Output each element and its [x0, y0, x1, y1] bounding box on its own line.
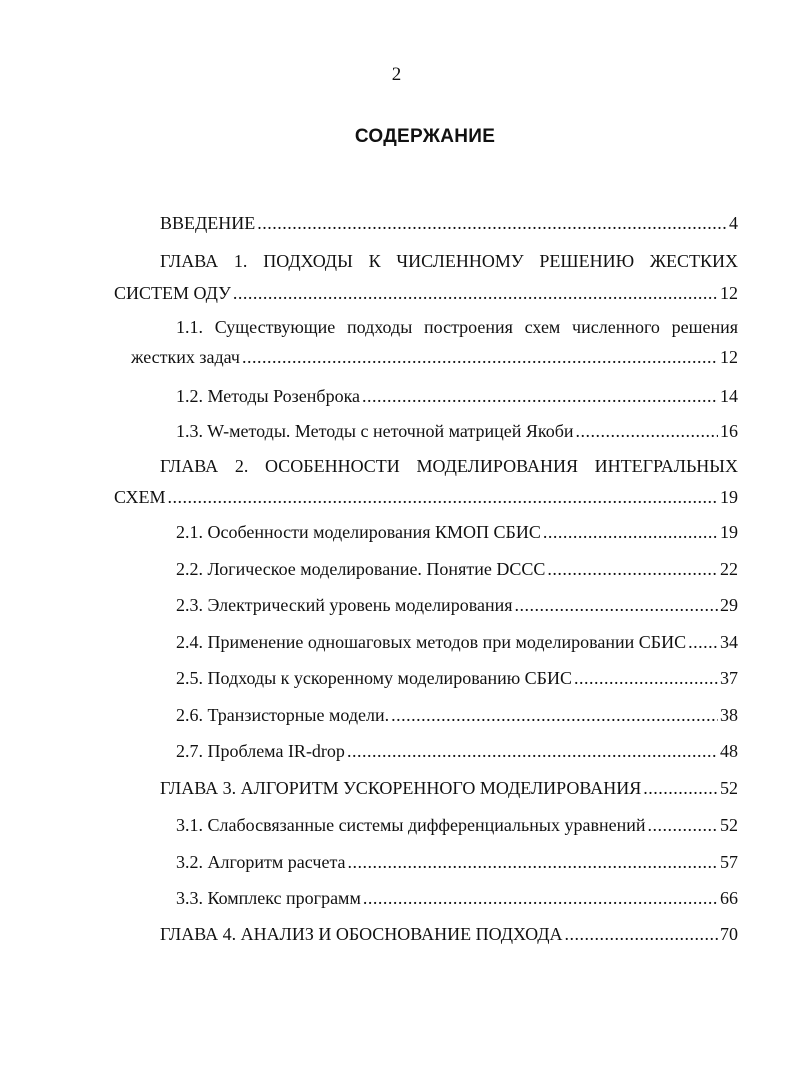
toc-entry-page: 48: [720, 741, 738, 761]
toc-entry-page: 66: [720, 888, 738, 908]
toc-entry-3-1[interactable]: [176, 814, 738, 836]
toc-entry-title: жестких задач: [131, 347, 240, 367]
toc-entry-page: 52: [720, 815, 738, 835]
toc-entry-2-6[interactable]: [176, 704, 738, 726]
toc-entry-page: 14: [720, 386, 738, 406]
toc-entry-title: ВВЕДЕНИЕ: [160, 213, 256, 233]
toc-entry-3-2[interactable]: [176, 851, 738, 873]
toc-entry-ch2[interactable]: [114, 486, 738, 508]
toc-entry-1-3[interactable]: [176, 420, 738, 442]
toc-entry-title: 1.2. Методы Розенброка: [176, 386, 361, 406]
dot-leader: [643, 777, 718, 799]
dot-leader: [233, 282, 718, 304]
dot-leader: [348, 851, 718, 873]
toc-entry-1-1-line1[interactable]: 1.1. Существующие подходы построения схем численного решения: [176, 317, 738, 337]
dot-leader: [168, 486, 718, 508]
dot-leader: [565, 923, 719, 945]
dot-leader: [574, 667, 718, 689]
toc-entry-ch3[interactable]: [160, 777, 738, 799]
toc-entry-title: 2.6. Транзисторные модели.: [176, 705, 390, 725]
toc-entry-page: 38: [720, 705, 738, 725]
toc-entry-title: 3.2. Алгоритм расчета: [176, 852, 346, 872]
toc-entry-ch1[interactable]: [114, 282, 738, 304]
toc-entry-page: 29: [720, 595, 738, 615]
toc-entry-title: 2.3. Электрический уровень моделирования: [176, 595, 513, 615]
dot-leader: [362, 385, 718, 407]
toc-entry-title: 2.2. Логическое моделирование. Понятие DCCC: [176, 559, 546, 579]
toc-entry-page: 70: [720, 924, 738, 944]
dot-leader: [547, 558, 718, 580]
toc-entry-page: 12: [720, 283, 738, 303]
toc-entry-title: 3.1. Слабосвязанные системы дифференциальных уравнений: [176, 815, 646, 835]
toc-entry-2-1[interactable]: [176, 521, 738, 543]
dot-leader: [576, 420, 718, 442]
toc-entry-title: СХЕМ: [114, 487, 166, 507]
toc-entry-page: 16: [720, 421, 738, 441]
dot-leader: [257, 212, 727, 234]
toc-entry-title: 2.5. Подходы к ускоренному моделированию СБИС: [176, 668, 572, 688]
dot-leader: [363, 887, 718, 909]
dot-leader: [688, 631, 718, 653]
toc-entry-3-3[interactable]: [176, 887, 738, 909]
toc-entry-title: ГЛАВА 4. АНАЛИЗ И ОБОСНОВАНИЕ ПОДХОДА: [160, 924, 563, 944]
toc-entry-1-1[interactable]: [131, 346, 738, 368]
toc-entry-2-2[interactable]: [176, 558, 738, 580]
dot-leader: [242, 346, 718, 368]
toc-entry-page: 52: [720, 778, 738, 798]
toc-entry-page: 22: [720, 559, 738, 579]
toc-entry-2-3[interactable]: [176, 594, 738, 616]
dot-leader: [515, 594, 719, 616]
toc-entry-ch2-line1[interactable]: ГЛАВА 2. ОСОБЕННОСТИ МОДЕЛИРОВАНИЯ ИНТЕГРАЛЬНЫХ: [160, 456, 738, 476]
toc-entry-title: ГЛАВА 3. АЛГОРИТМ УСКОРЕННОГО МОДЕЛИРОВАНИЯ: [160, 778, 642, 798]
toc-entry-title: 2.7. Проблема IR-drop: [176, 741, 345, 761]
toc-entry-page: 37: [720, 668, 738, 688]
toc-entry-1-2[interactable]: [176, 385, 738, 407]
toc-entry-page: 19: [720, 522, 738, 542]
dot-leader: [543, 521, 718, 543]
toc-entry-title: 2.1. Особенности моделирования КМОП СБИС: [176, 522, 541, 542]
toc-entry-page: 19: [720, 487, 738, 507]
dot-leader: [391, 704, 718, 726]
toc-entry-title: 2.4. Применение одношаговых методов при моделировании СБИС: [176, 632, 687, 652]
toc-entry-title: 1.3. W-методы. Методы с неточной матрицей Якоби: [176, 421, 574, 441]
toc-entry-2-7[interactable]: [176, 740, 738, 762]
toc-entry-title: СИСТЕМ ОДУ: [114, 283, 231, 303]
toc-entry-ch1-line1[interactable]: ГЛАВА 1. ПОДХОДЫ К ЧИСЛЕННОМУ РЕШЕНИЮ ЖЕСТКИХ: [160, 251, 738, 271]
toc-entry-page: 12: [720, 347, 738, 367]
toc-entry-page: 57: [720, 852, 738, 872]
page-title: СОДЕРЖАНИЕ: [354, 126, 496, 147]
dot-leader: [647, 814, 718, 836]
toc-entry-page: 34: [720, 632, 738, 652]
toc-entry-2-4[interactable]: [176, 631, 738, 653]
page-number: 2: [391, 64, 402, 85]
dot-leader: [347, 740, 718, 762]
toc-entry-ch4[interactable]: [160, 923, 738, 945]
toc-entry-title: 3.3. Комплекс программ: [176, 888, 361, 908]
toc-entry-intro[interactable]: [160, 212, 738, 234]
toc-entry-2-5[interactable]: [176, 667, 738, 689]
toc-entry-page: 4: [729, 213, 738, 233]
